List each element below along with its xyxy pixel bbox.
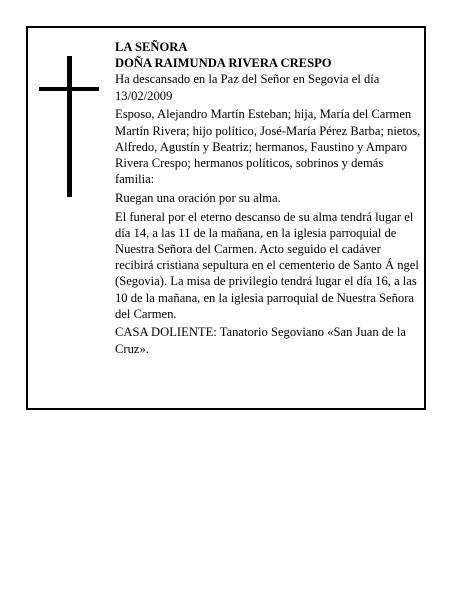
obituary-text [115,39,421,359]
cross-vertical-bar [67,56,72,197]
cross-horizontal-bar [39,87,99,91]
prayer-request: Ruegan una oración por su alma. [115,190,281,205]
death-statement: Ha descansado en la Paz del Señor en Segovia el día 13/02/2009 [115,72,380,103]
casa-doliente: CASA DOLIENTE: Tanatorio Segoviano «San Juan de la Cruz». [115,325,406,356]
title-line-1: LA SEÑORA [115,40,188,54]
deceased-name: DOÑA RAIMUNDA RIVERA CRESPO [115,56,332,71]
funeral-details: El funeral por el eterno descanso de su alma tendrá lugar el día 14, a las 11 de la mañana, en la iglesia parroquial de Nuestra Señora del Carmen. Acto seguido el cadáver recibirá cristiana sepultura en el cementerio de Santo Á ngel (Segovia). La misa de privilegio tendrá lugar el día 16, a las 10 de la mañana, en la iglesia parroquial de Nuestra Señora del Carmen. [115,209,419,321]
family-list: Esposo, Alejandro Martín Esteban; hija, María del Carmen Martín Rivera; hijo político, José-María Pérez Barba; nietos, Alfredo, Agustín y Beatriz; hermanos, Faustino y Amparo Rivera Crespo; hermanos políticos, sobrinos y demás familia: [115,107,421,187]
obituary-notice [26,26,426,410]
